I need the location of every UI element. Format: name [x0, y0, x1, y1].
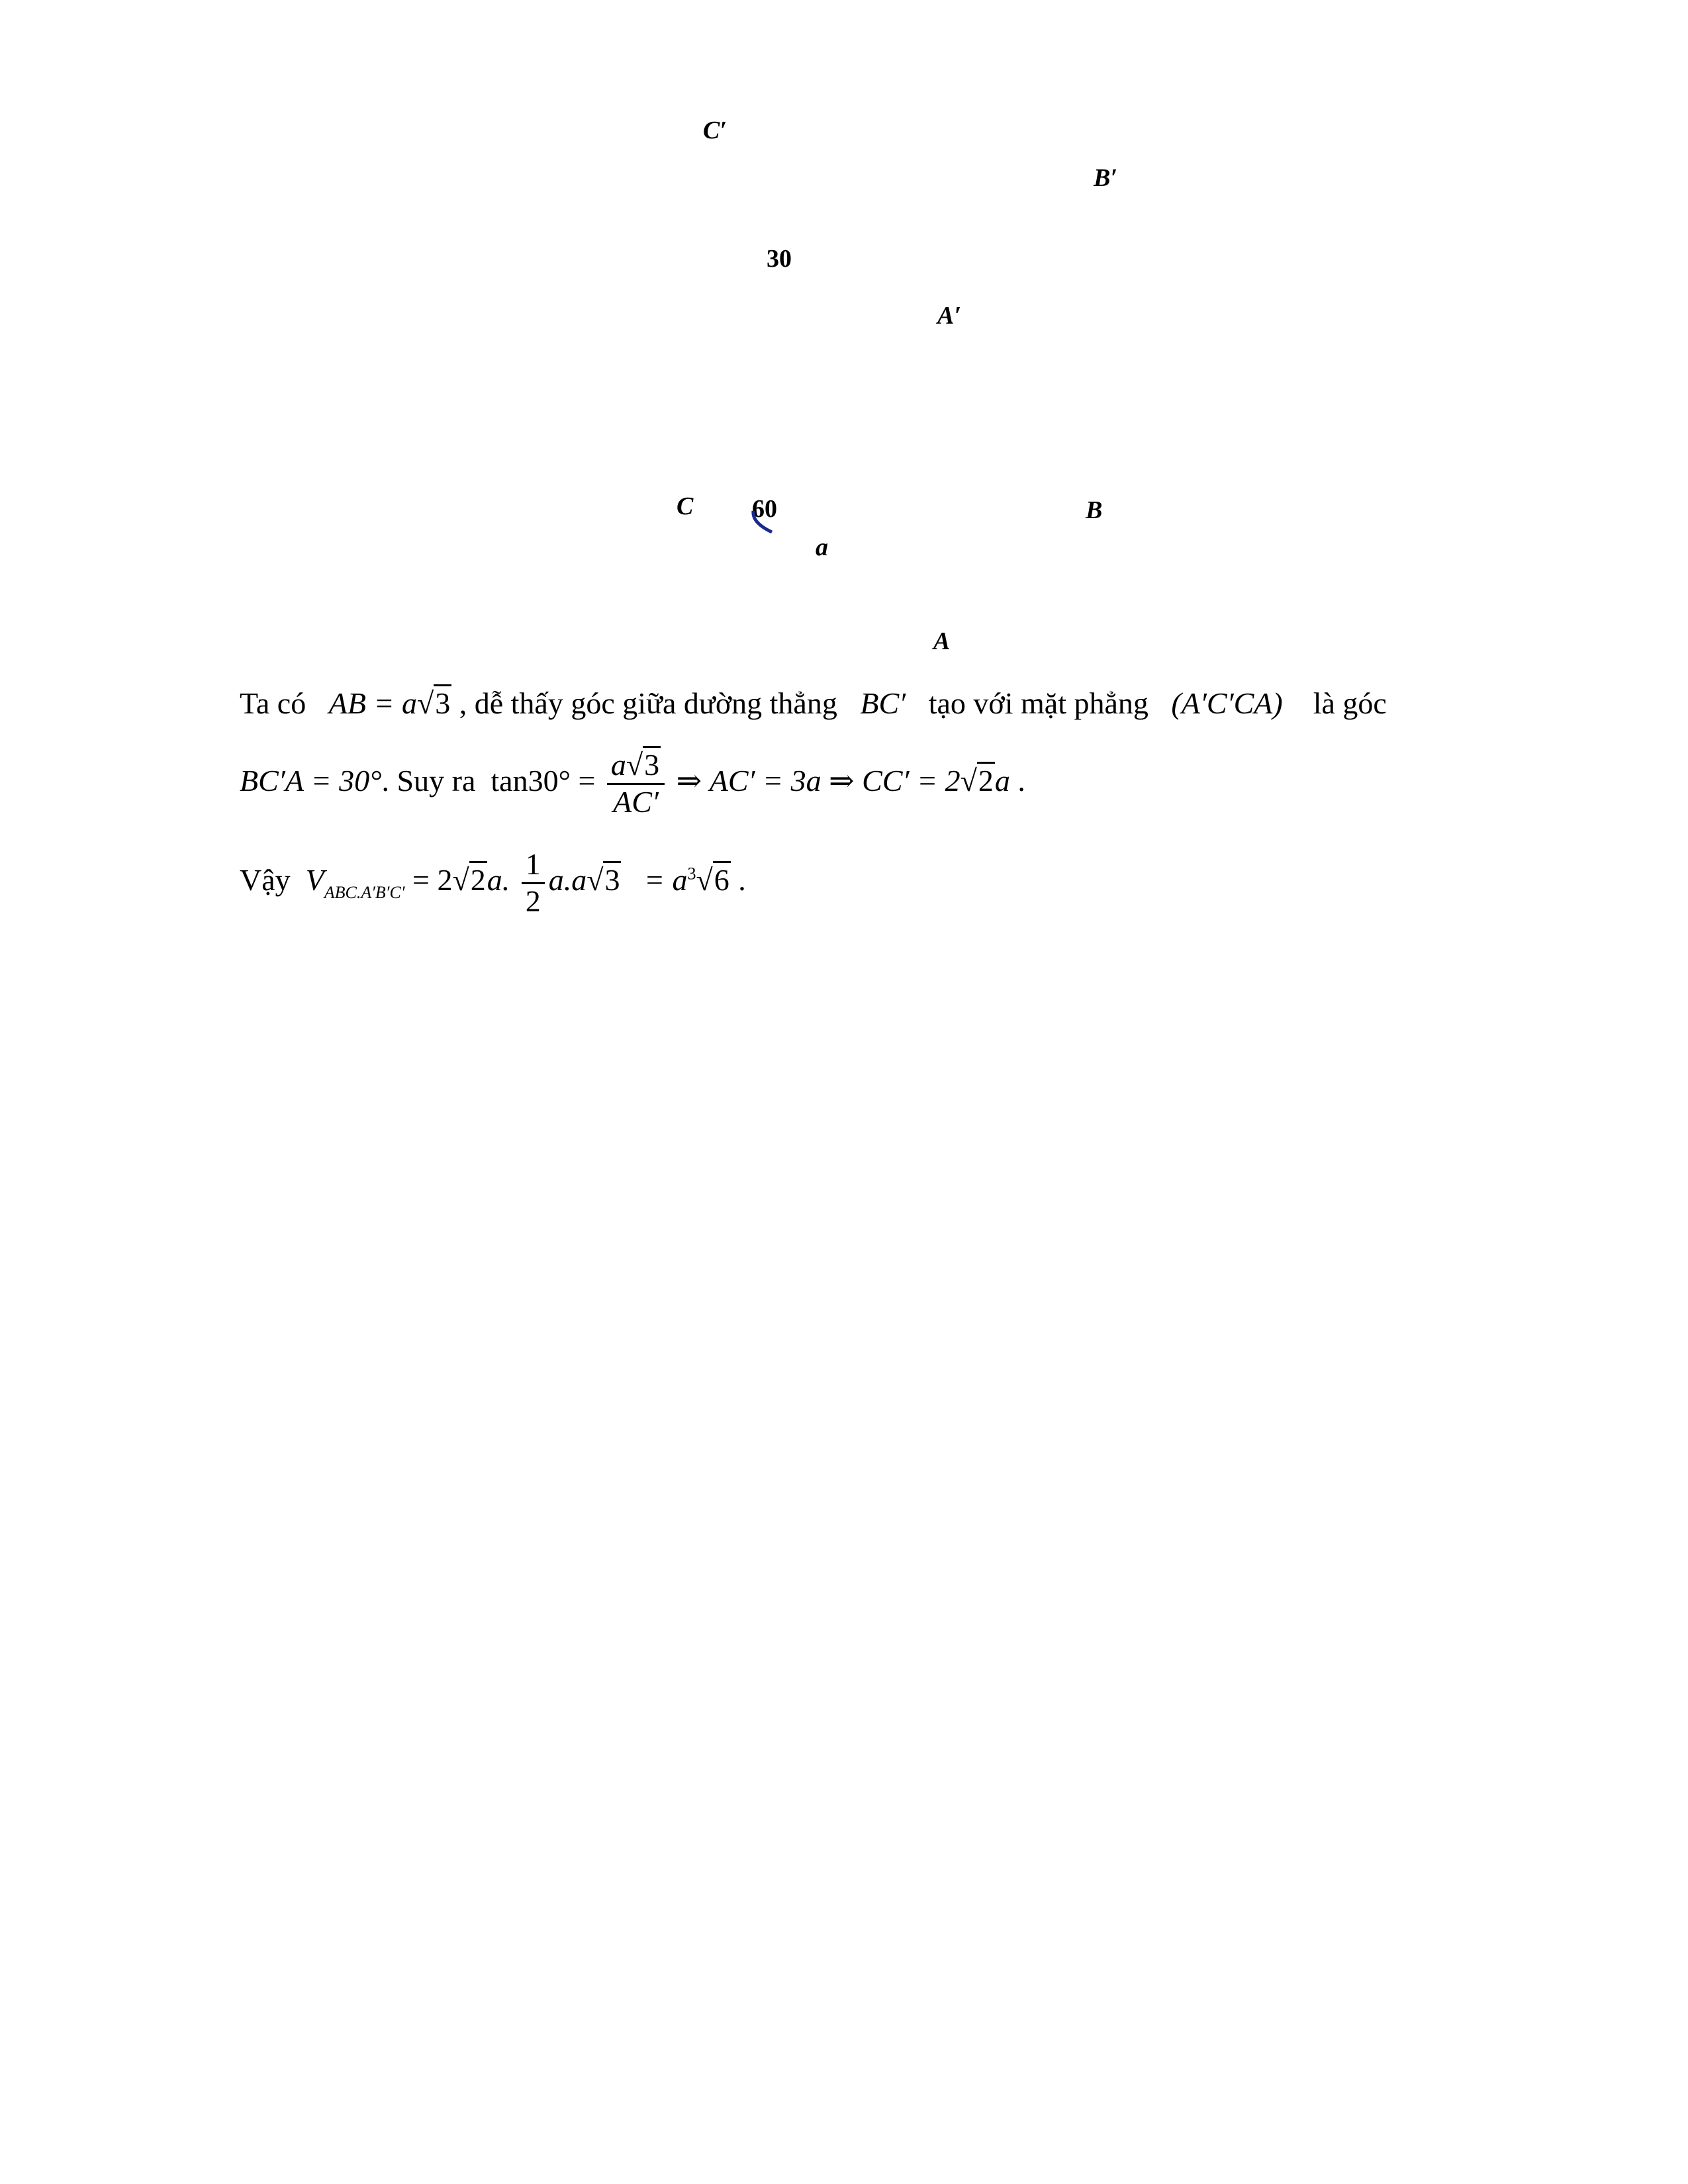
expr-ac-prime: AC′ = 3a — [709, 763, 821, 797]
expr-plane: (A′C′CA) — [1171, 686, 1283, 720]
implies-icon: ⇒ — [676, 763, 702, 797]
label-a-prime: A′ — [937, 302, 962, 330]
text-middle: , dễ thấy góc giữa dường thẳng — [459, 686, 837, 720]
label-side-a: a — [816, 533, 828, 561]
label-a-vertex: A — [933, 627, 951, 655]
label-angle-30: 30 — [767, 245, 792, 273]
text-vay: Vậy — [240, 862, 291, 897]
expr-ab: AB — [328, 686, 366, 720]
angle-arc-icon — [747, 503, 786, 543]
text-lead: Ta có — [240, 686, 306, 720]
prism-figure — [662, 86, 1165, 668]
label-c-prime: C′ — [703, 116, 727, 144]
sqrt-icon: √3 — [417, 688, 451, 719]
text-tail: là góc — [1313, 686, 1387, 720]
fraction-tan: $\frac{a√3}{AC'}$ — [607, 748, 665, 820]
solution-line-1 — [240, 688, 1387, 719]
expr-bc-prime: BC′ — [860, 686, 906, 720]
label-angle-60: 60 — [752, 495, 777, 523]
expr-volume: V — [305, 862, 324, 897]
text-middle2: tạo với mặt phẳng — [928, 686, 1149, 720]
fraction-half: $\frac{1}{2}$ — [522, 847, 545, 919]
label-b: B — [1086, 496, 1103, 524]
solution-line-3: Vậy $V_{ABC.A'B'C'} = 2√2a$. $\frac{1}{2}$ a.a√3 = $a^3√6$ . — [240, 847, 746, 918]
expr-eq-a: = a — [373, 686, 417, 720]
text-suy-ra: . Suy ra — [381, 763, 476, 797]
label-c: C — [677, 492, 694, 520]
solution-line-2: BC′A = 30°. Suy ra tan30° = $\frac{a√3}{AC'}$ ⇒ AC′ = 3a ⇒ CC′ = 2√2a . — [240, 748, 1025, 820]
label-b-prime: B′ — [1094, 164, 1118, 192]
expr-angle: BC′A = 30° — [240, 763, 382, 797]
implies-icon-2: ⇒ — [829, 763, 855, 797]
expr-tan: tan30° = — [491, 763, 596, 797]
expr-cc-prime: CC′ = 2 — [862, 763, 961, 797]
